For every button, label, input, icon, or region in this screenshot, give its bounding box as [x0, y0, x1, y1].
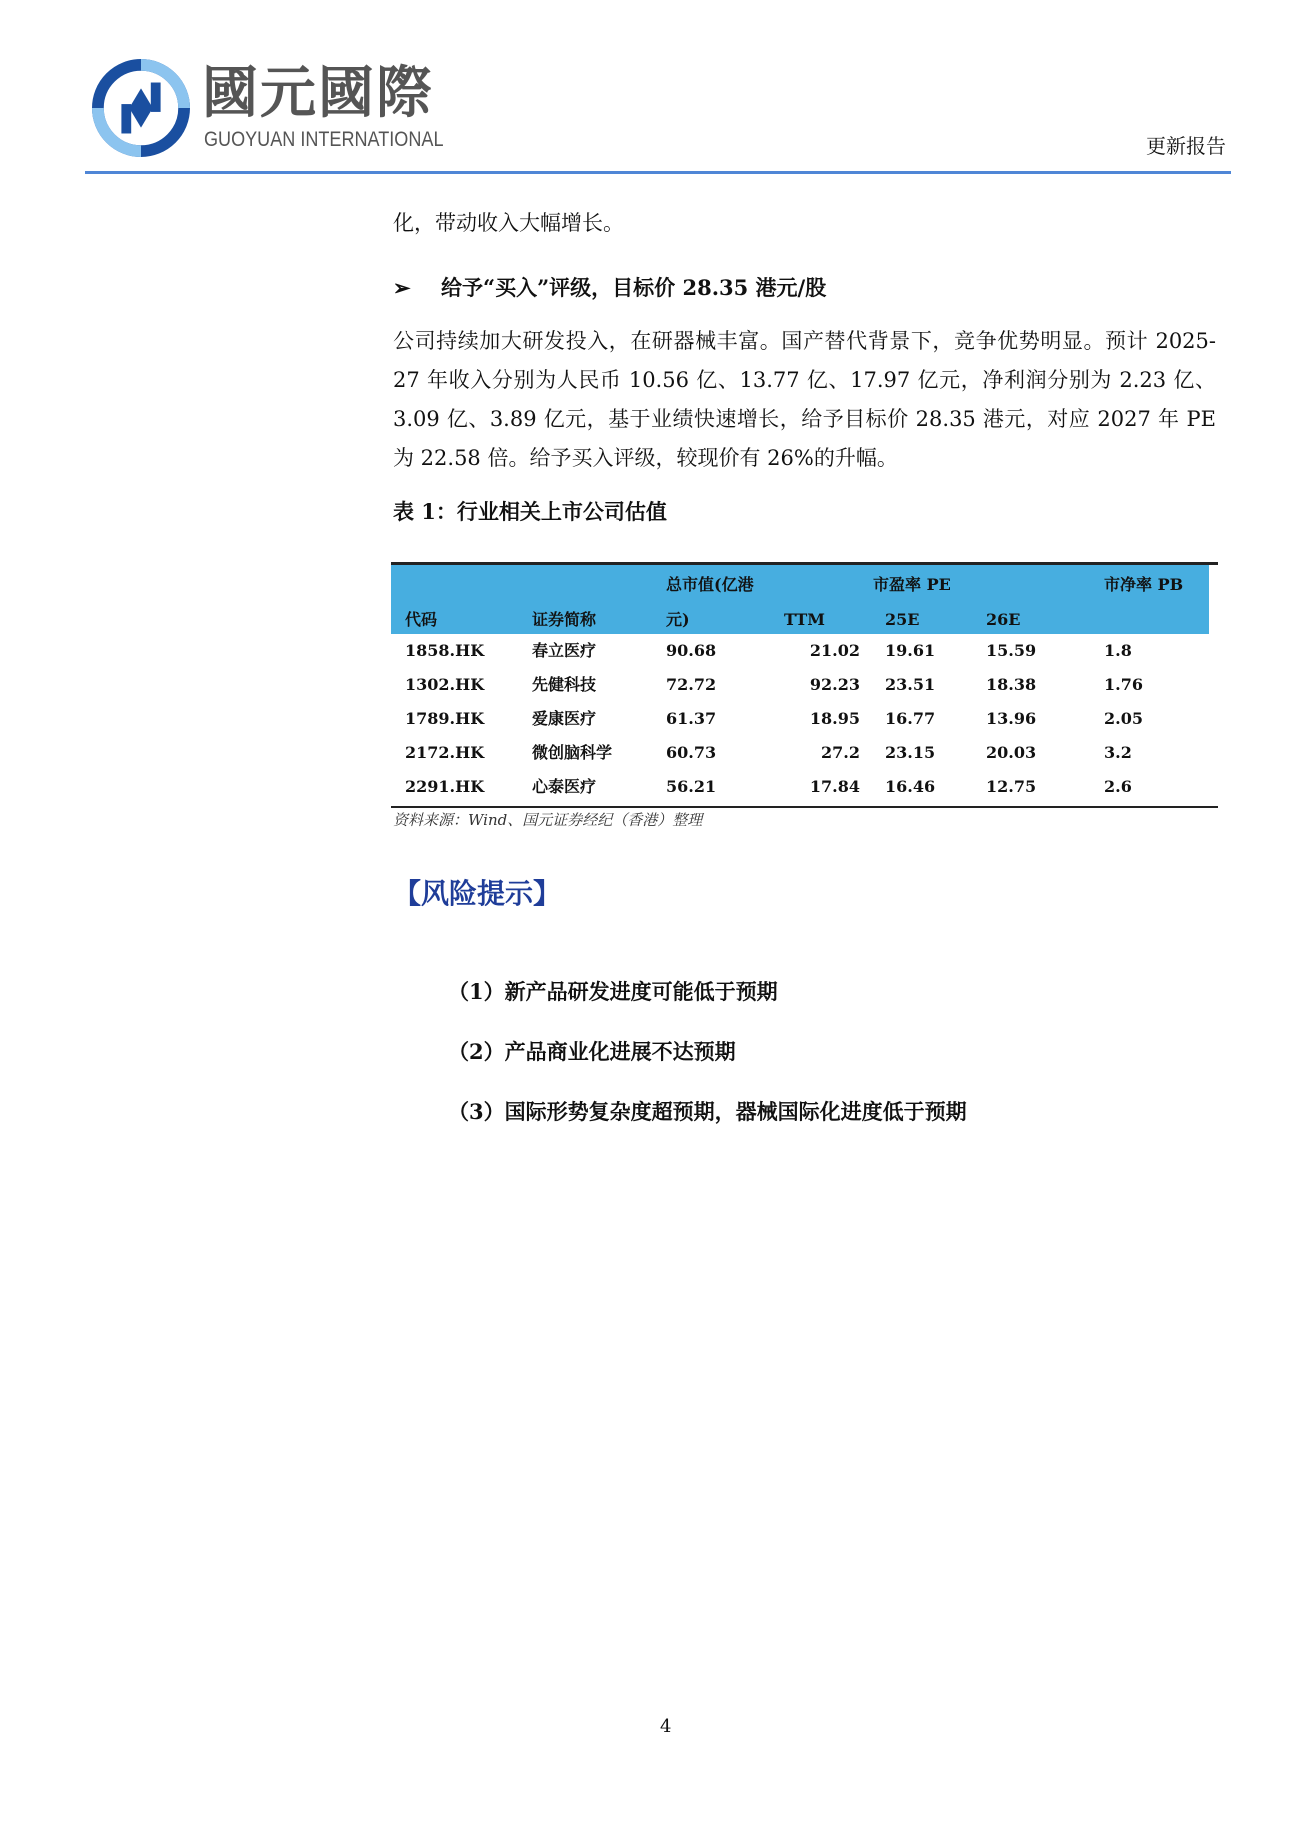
- page-number: 4: [660, 1716, 672, 1737]
- header-pe: 市盈率 PE: [873, 575, 951, 594]
- cell-ttm: 18.95: [809, 709, 860, 728]
- header-name: 证券简称: [532, 610, 597, 629]
- cell-e26: 18.38: [986, 675, 1037, 694]
- table-title: 表 1：行业相关上市公司估值: [393, 499, 667, 524]
- header-pb: 市净率 PB: [1104, 575, 1184, 594]
- cell-pb: 2.6: [1104, 777, 1132, 796]
- cell-name: 心泰医疗: [532, 777, 597, 796]
- rating-heading: [393, 268, 1216, 307]
- header-code: 代码: [405, 610, 438, 629]
- header-ttm: TTM: [784, 610, 825, 629]
- cell-mcap: 72.72: [666, 675, 717, 694]
- cell-e26: 13.96: [986, 709, 1037, 728]
- header-25e: 25E: [885, 610, 920, 629]
- risk-item: （2）产品商业化进展不达预期: [448, 1039, 736, 1064]
- header-mcap: 总市值(亿港: [666, 575, 754, 594]
- rating-heading-text: 给予“买入”评级，目标价 28.35 港元/股: [441, 275, 827, 300]
- cell-e25: 23.51: [885, 675, 936, 694]
- cell-name: 微创脑科学: [532, 743, 613, 762]
- cell-name: 春立医疗: [532, 641, 597, 660]
- cell-e25: 19.61: [885, 641, 936, 660]
- table-header: [391, 565, 1209, 634]
- brand-name-en: GUOYUAN INTERNATIONAL: [204, 128, 444, 151]
- valuation-table: [391, 562, 1218, 808]
- risk-item: （3）国际形势复杂度超预期，器械国际化进度低于预期: [448, 1099, 967, 1124]
- table-row: [391, 668, 1218, 702]
- cell-mcap: 90.68: [666, 641, 717, 660]
- table-row: [391, 702, 1218, 736]
- cell-code: 2172.HK: [405, 743, 485, 762]
- header-mcap-unit: 元): [666, 610, 690, 629]
- cell-e26: 15.59: [986, 641, 1037, 660]
- cell-pb: 1.76: [1104, 675, 1143, 694]
- cell-name: 爱康医疗: [532, 709, 597, 728]
- cell-code: 1858.HK: [405, 641, 485, 660]
- table-source: 资料来源：Wind、国元证券经纪（香港）整理: [393, 811, 703, 829]
- cell-e26: 12.75: [986, 777, 1037, 796]
- cell-mcap: 56.21: [666, 777, 717, 796]
- cell-pb: 1.8: [1104, 641, 1132, 660]
- cell-code: 1302.HK: [405, 675, 485, 694]
- cell-ttm: 21.02: [809, 641, 860, 660]
- guoyuan-logo: [92, 59, 190, 157]
- header-divider: [85, 171, 1231, 174]
- cell-e25: 16.77: [885, 709, 936, 728]
- cell-ttm: 17.84: [809, 777, 860, 796]
- cell-ttm: 27.2: [821, 743, 860, 762]
- table-row: [391, 634, 1218, 668]
- cell-mcap: 60.73: [666, 743, 717, 762]
- table-body: [391, 634, 1218, 804]
- arrow-bullet-icon: ➢: [393, 275, 411, 300]
- valuation-paragraph: 公司持续加大研发投入，在研器械丰富。国产替代背景下，竞争优势明显。预计 2025-27 年收入分别为人民币 10.56 亿、13.77 亿、17.97 亿元，净利润分别为 2.23 亿、3.09 亿、3.89 亿元，基于业绩快速增长，给予目标价 28.35 港元，对应 2027 年 PE 为 22.58 倍。给予买入评级，较现价有 26%的升幅。: [393, 329, 1216, 470]
- brand-name-cn: 國元國際: [202, 61, 434, 126]
- cell-name: 先健科技: [532, 675, 597, 694]
- cell-mcap: 61.37: [666, 709, 717, 728]
- cell-pb: 2.05: [1104, 709, 1143, 728]
- content-column: [393, 204, 1216, 1126]
- table-row: [391, 770, 1218, 804]
- cell-code: 2291.HK: [405, 777, 485, 796]
- cell-ttm: 92.23: [809, 675, 860, 694]
- cell-pb: 3.2: [1104, 743, 1132, 762]
- cell-e25: 16.46: [885, 777, 936, 796]
- table-row: [391, 736, 1218, 770]
- document-type: 更新报告: [1146, 134, 1226, 158]
- continuation-text: 化，带动收入大幅增长。: [393, 211, 624, 235]
- cell-e25: 23.15: [885, 743, 936, 762]
- cell-code: 1789.HK: [405, 709, 485, 728]
- table-bottom-rule: [391, 806, 1218, 808]
- risk-section-title: 【风险提示】: [393, 877, 562, 910]
- risk-item: （1）新产品研发进度可能低于预期: [448, 979, 778, 1004]
- header-26e: 26E: [986, 610, 1021, 629]
- cell-e26: 20.03: [986, 743, 1037, 762]
